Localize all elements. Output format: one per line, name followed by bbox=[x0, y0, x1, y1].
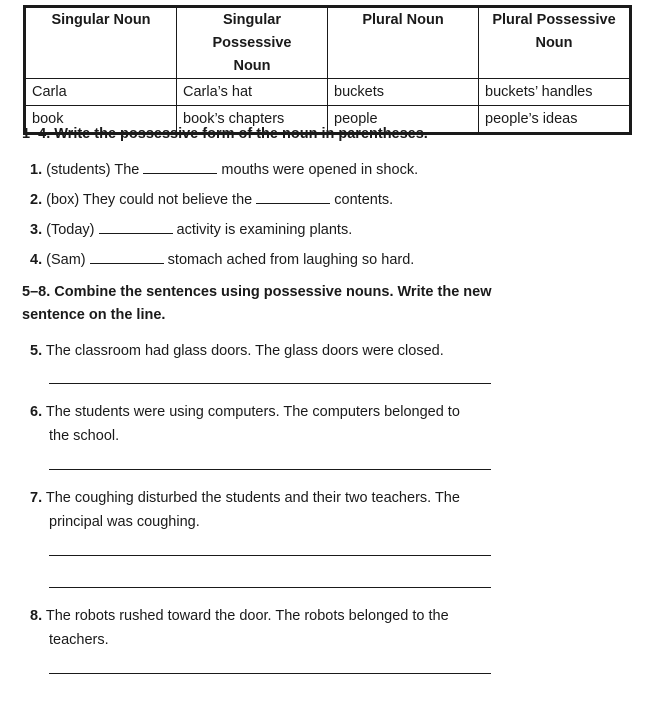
question-4 bbox=[30, 248, 490, 272]
question-number: 6. bbox=[30, 404, 43, 420]
question-text-before: (box) They could not believe the bbox=[46, 192, 253, 208]
question-number: 7. bbox=[30, 490, 43, 506]
header-plural-noun: Plural Noun bbox=[328, 8, 479, 79]
table-cell: buckets bbox=[328, 79, 479, 106]
question-text-line2: teachers. bbox=[49, 632, 109, 648]
question-text-before: (students) The bbox=[46, 162, 140, 178]
answer-line[interactable] bbox=[49, 383, 491, 384]
question-2 bbox=[30, 188, 490, 212]
question-text-after: activity is examining plants. bbox=[176, 222, 353, 238]
question-8 bbox=[30, 604, 490, 652]
question-text-line1: The coughing disturbed the students and their two teachers. The bbox=[45, 490, 460, 506]
table-cell: Carla’s hat bbox=[177, 79, 328, 106]
question-text-before: (Sam) bbox=[46, 252, 86, 268]
answer-blank[interactable] bbox=[256, 191, 330, 204]
table-cell: people’s ideas bbox=[479, 106, 630, 133]
table-cell: people bbox=[328, 106, 479, 133]
question-text-line1: The robots rushed toward the door. The robots belonged to the bbox=[45, 608, 449, 624]
question-text-line1: The students were using computers. The computers belonged to bbox=[45, 404, 460, 420]
header-singular-noun: Singular Noun bbox=[26, 8, 177, 79]
question-text-before: (Today) bbox=[46, 222, 95, 238]
question-text-after: mouths were opened in shock. bbox=[221, 162, 419, 178]
question-text-after: stomach ached from laughing so hard. bbox=[167, 252, 415, 268]
question-7 bbox=[30, 486, 490, 534]
table-row bbox=[26, 79, 630, 106]
table-cell: Carla bbox=[26, 79, 177, 106]
question-number: 8. bbox=[30, 608, 43, 624]
answer-line[interactable] bbox=[49, 469, 491, 470]
section2-heading bbox=[22, 281, 492, 327]
section2-heading-line2: sentence on the line. bbox=[22, 307, 166, 323]
answer-blank[interactable] bbox=[99, 221, 173, 234]
table-cell: book’s chapters bbox=[177, 106, 328, 133]
question-6 bbox=[30, 400, 490, 448]
question-text-line2: the school. bbox=[49, 428, 120, 444]
question-number: 1. bbox=[30, 162, 43, 178]
answer-line[interactable] bbox=[49, 555, 491, 556]
question-text: The classroom had glass doors. The glass doors were closed. bbox=[45, 343, 444, 359]
header-singular-possessive: Singular Possessive Noun bbox=[177, 8, 328, 79]
section1-heading: 1–4. Write the possessive form of the noun in parentheses. bbox=[22, 126, 428, 142]
answer-line[interactable] bbox=[49, 673, 491, 674]
question-5 bbox=[30, 339, 490, 363]
question-number: 5. bbox=[30, 343, 43, 359]
header-plural-possessive: Plural Possessive Noun bbox=[479, 8, 630, 79]
answer-blank[interactable] bbox=[143, 161, 217, 174]
section2-heading-line1: 5–8. Combine the sentences using possessive nouns. Write the new bbox=[22, 284, 492, 300]
table-cell: buckets’ handles bbox=[479, 79, 630, 106]
noun-table-frame bbox=[23, 5, 632, 135]
table-cell: book bbox=[26, 106, 177, 133]
answer-blank[interactable] bbox=[90, 251, 164, 264]
question-number: 3. bbox=[30, 222, 43, 238]
question-number: 4. bbox=[30, 252, 43, 268]
noun-table bbox=[25, 7, 630, 133]
question-3 bbox=[30, 218, 490, 242]
question-text-line2: principal was coughing. bbox=[49, 514, 200, 530]
question-text-after: contents. bbox=[334, 192, 394, 208]
question-number: 2. bbox=[30, 192, 43, 208]
table-header-row bbox=[26, 8, 630, 79]
answer-line[interactable] bbox=[49, 587, 491, 588]
question-1 bbox=[30, 158, 490, 182]
